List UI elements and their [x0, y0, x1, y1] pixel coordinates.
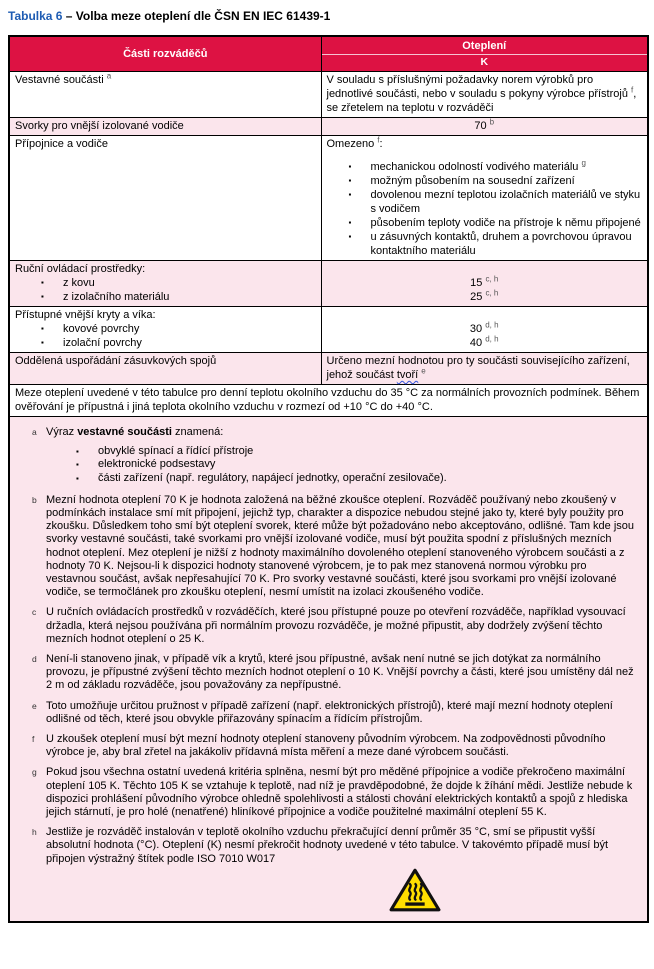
- footnote-e: e Toto umožňuje určitou pružnost v případě zařízení (např. elektronických přístrojů), které mají mezní hodnoty oteplení odlišné od těch, které jsou obvykle přiřazovány spínacím a řídícím přístrojům.: [32, 699, 613, 725]
- value-metal-surfaces: 30 $^{d, h}$: [469, 320, 499, 335]
- square-bullet-icon: ▪: [41, 324, 44, 333]
- footnote-c: c U ručních ovládacích prostředků v rozváděčích, které jsou přístupné pouze po otevření rozváděče, například vysouvací držadla, která nejsou používána při normálním provozu rozváděče, je možné připustit, aby dodržely zvýšení těchto mezních hodnot oteplení o 25 K.: [32, 606, 626, 645]
- cell-busbars-value: [321, 136, 648, 261]
- table-title-text: – Volba meze oteplení dle ČSN EN IEC 61439-1: [62, 9, 331, 23]
- table-row: [9, 353, 648, 385]
- cell-manual-controls-values: [321, 261, 648, 307]
- list-item: ▪ mechanickou odolností vodivého materiálu $^g$: [348, 158, 586, 173]
- square-bullet-icon: ▪: [41, 278, 44, 287]
- list-item: ▪ u zásuvných kontaktů, druhem a povrchovou úpravou kontaktního materiálu: [348, 231, 632, 257]
- list-item: ▪ možným působením na sousední zařízení: [348, 175, 575, 187]
- square-bullet-icon: ▪: [41, 292, 44, 301]
- table-row: [9, 118, 648, 136]
- square-bullet-icon: ▪: [76, 473, 79, 483]
- list-item: ▪ části zařízení (např. regulátory, napájecí jednotky, operační zesilovače).: [76, 471, 447, 484]
- temperature-rise-table: [8, 35, 649, 923]
- square-bullet-icon: ▪: [348, 190, 352, 199]
- value-insulating: 25 $^{c, h}$: [470, 288, 499, 303]
- list-item: ▪ působením teploty vodiče na přístroje k němu připojené: [348, 217, 641, 229]
- table-header-row: [9, 36, 648, 72]
- table-row: [9, 261, 648, 307]
- busbar-limit-list: [327, 160, 643, 258]
- page-title: [8, 9, 654, 23]
- square-bullet-icon: ▪: [41, 338, 44, 347]
- cell-external-covers-values: [321, 307, 648, 353]
- table-row: [9, 72, 648, 118]
- footnote-f: f U zkoušek oteplení musí být mezní hodnoty oteplení stanoveny původním výrobcem. Na zodpovědnosti původního výrobce je, aby bral zřetel na jakákoliv přídavná místa měření a meze dané výrobcem součásti.: [32, 733, 606, 759]
- footnote-g: g Pokud jsou všechna ostatní uvedená kritéria splněna, nesmí být pro měděné přípojnice a vodiče překročeno maximální oteplení 105 K. Těchto 105 K se vztahuje k teplotě, nad níž je pravděpodobné, že dojde k žíhání mědi. Jestliže nebude k dispozici prohlášení původního výrobce ohledně spolehlivosti a stálosti chování elektrických kontaktů a spojů z hlediska jejich stárnutí, je pro holé (nenatřené) hliníkové přípojnice a vodiče použitelné maximální oteplení 55 K.: [32, 766, 633, 819]
- cell-external-covers: Přístupné vnější kryty a víka: ▪ kovové povrchy ▪ izolační povrchy: [9, 307, 321, 353]
- table-note-row: [9, 385, 648, 417]
- square-bullet-icon: ▪: [76, 460, 79, 470]
- cell-manual-controls: Ruční ovládací prostředky: ▪ z kovu ▪ z izolačního materiálu: [9, 261, 321, 307]
- list-item: ▪ obvyklé spínací a řídící přístroje: [76, 445, 254, 458]
- square-bullet-icon: ▪: [348, 218, 352, 227]
- cell-terminals: Svorky pro vnější izolované vodiče: [9, 118, 321, 136]
- list-item: ▪ kovové povrchy: [41, 323, 140, 335]
- column-header-temperature-rise: [321, 36, 648, 72]
- footnotes-box: [9, 417, 648, 922]
- table-row: [9, 307, 648, 353]
- header-oteplení-label: Oteplení: [322, 37, 648, 55]
- square-bullet-icon: ▪: [348, 232, 352, 241]
- cell-built-in-components: Vestavné součásti $^a$: [9, 72, 321, 118]
- list-item: ▪ z kovu: [41, 277, 95, 289]
- cell-plug-connections-value: Určeno mezní hodnotou pro ty součásti souvisejícího zařízení, jehož součást tvoří $^e$: [321, 353, 648, 385]
- limited-by-label: Omezeno $^f$:: [326, 135, 383, 150]
- square-bullet-icon: ▪: [76, 447, 79, 457]
- cell-built-in-components-value: V souladu s příslušnými požadavky norem výrobků pro jednotlivé součásti, nebo v souladu s pokyny výrobce přístrojů $^f$, se zřetelem na teplotu v rozváděči: [321, 72, 648, 118]
- square-bullet-icon: ▪: [348, 162, 352, 171]
- hot-surface-warning-icon: [386, 867, 444, 913]
- footnote-d: d Není-li stanoveno jinak, v případě vík a krytů, které jsou přípustné, avšak není nutné se jich dotýkat za normálního provozu, je přípustné zvýšení těchto mezních hodnot oteplení o 10 K. Vnější povrchy a části, které jsou umístěny dál než 2 m od základu rozváděče, jsou považovány za nepřípustné.: [32, 653, 634, 692]
- cell-terminals-value: 70 $^b$: [321, 118, 648, 136]
- value-metal: 15 $^{c, h}$: [470, 274, 499, 289]
- footnotes-row: [9, 417, 648, 922]
- column-header-parts: Části rozváděčů: [9, 36, 321, 72]
- cell-busbars: Přípojnice a vodiče: [9, 136, 321, 261]
- header-unit-label: K: [480, 56, 489, 68]
- table-note: Meze oteplení uvedené v této tabulce pro denní teplotu okolního vzduchu do 35 °C za normálních provozních podmínek. Během ověřování je přípustná i jiná teplota okolního vzduchu v rozmezí od +10 °C do +40 °C.: [9, 385, 648, 417]
- cell-plug-connections: Oddělená uspořádání zásuvkových spojů: [9, 353, 321, 385]
- footnote-a: a Výraz vestavné součásti znamená: ▪ obvyklé spínací a řídící přístroje ▪ elektronické podsestavy ▪ části zařízení (např. regulátory, napájecí jednotky, operační zesilovače).: [10, 426, 641, 487]
- footnote-b: b Mezní hodnota oteplení 70 K je hodnota založená na běžné zkoušce oteplení. Rozváděč používaný nebo zkoušený v podmínkách instalace smí mít připojení, jejichž typ, charakter a dispozice nebudou stejné jako ty, které byly použity pro zkoušku. Důsledkem toho smí být oteplení svorek, které může být požadováno nebo akceptováno, odlišné. Tam kde jsou svorky vestavné součásti, také svorkami pro vnější izolované vodiče, musí být použita spodní z příslušných mezních hodnot oteplení. Mez oteplení je nižší z hodnoty maximálního dovoleného oteplení stanoveného výrobcem součásti a z hodnoty 70 K. Nejsou-li k dispozici hodnoty stanovené výrobcem, je to pak mez stanovená normou výrobku pro vestavnou součást, avšak nepřesahující 70 K. Pro svorky vestavné součásti, které jsou svorkami pro vnější izolované vodiče, se termočlánek pro zkoušku oteplení, nesmí umístit na izolaci zkoušeného vodiče.: [32, 493, 635, 599]
- list-item: ▪ z izolačního materiálu: [41, 291, 170, 303]
- table-row: [9, 136, 648, 261]
- value-insulating-surfaces: 40 $^{d, h}$: [469, 334, 499, 349]
- square-bullet-icon: ▪: [348, 176, 352, 185]
- spellcheck-underlined-word: tvoří: [396, 369, 419, 381]
- list-item: ▪ elektronické podsestavy: [76, 458, 216, 471]
- list-item: ▪ izolační povrchy: [41, 337, 142, 349]
- list-item: ▪ dovolenou mezní teplotou izolačních materiálů ve styku s vodičem: [348, 189, 641, 215]
- table-number: Tabulka 6: [8, 9, 63, 23]
- footnote-h: h Jestliže je rozváděč instalován v teplotě okolního vzduchu překračující denní průměr 35 °C, smí se připustit vyšší absolutní hodnota (°C). Oteplení (K) nesmí překročit hodnoty uvedené v této tabulce. V takovémto případě musí být připojen výstražný štítek podle ISO 7010 W017: [10, 826, 641, 913]
